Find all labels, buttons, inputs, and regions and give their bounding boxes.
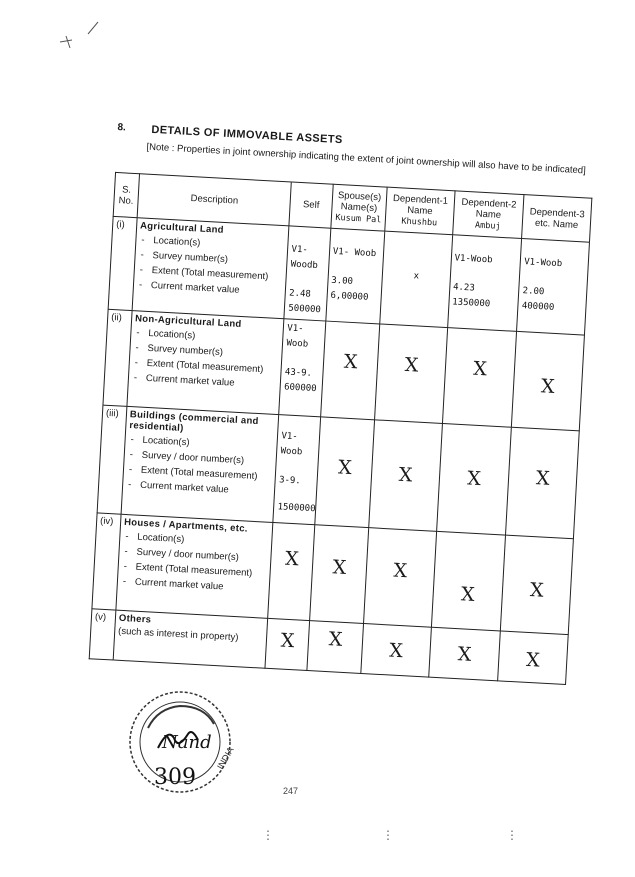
section-title: DETAILS OF IMMOVABLE ASSETS — [151, 123, 343, 147]
handwritten-value: 600000 — [283, 382, 317, 395]
cross-mark: X — [388, 639, 404, 663]
item-survey-number: - Survey / door number(s) — [127, 449, 273, 469]
row-title: Agricultural Land — [139, 220, 225, 236]
row-description — [132, 218, 289, 319]
cross-mark: X — [280, 629, 295, 653]
cell-dependent-1 — [380, 231, 452, 328]
header-sno: S. No. — [113, 172, 139, 217]
row-sno: (iv) — [92, 513, 121, 610]
item-survey-number: - Survey number(s) — [138, 249, 284, 269]
row-title: Buildings (commercial and residential) — [129, 409, 259, 434]
cell-dependent-1 — [369, 420, 442, 531]
cross-mark: X — [284, 547, 300, 571]
cell-dependent-3 — [501, 535, 574, 635]
section-number: 8. — [117, 121, 127, 134]
cross-mark: X — [529, 578, 545, 602]
item-location: - Location(s) — [139, 234, 285, 254]
cross-mark: X — [535, 467, 551, 490]
cell-self — [284, 226, 330, 321]
row-sno: (ii) — [103, 309, 132, 406]
row-title: Others — [118, 612, 152, 626]
row-description — [121, 406, 279, 522]
header-spouse-label: Spouse(s) Name(s) — [337, 190, 382, 215]
header-spouse — [331, 184, 388, 231]
handwritten-value: 3-9. — [278, 475, 301, 487]
cross-mark: X — [466, 467, 482, 491]
cell-dependent-3 — [498, 631, 568, 685]
cell-dependent-1 — [375, 324, 448, 424]
row-description — [113, 610, 268, 668]
cell-dependent-3 — [512, 331, 585, 431]
handwritten-value: 6,00000 — [330, 290, 369, 303]
cross-mark: X — [328, 628, 343, 651]
header-dependent-3: Dependent-3 etc. Name — [522, 195, 592, 243]
seal-text: INDIA — [215, 745, 236, 771]
cell-dependent-1 — [364, 528, 437, 628]
header-dependent-2 — [452, 191, 524, 239]
item-survey-number: - Survey number(s) — [133, 342, 279, 362]
row-description — [116, 514, 273, 618]
cell-self — [268, 522, 315, 620]
handwritten-value: 2.48 — [288, 288, 312, 300]
row-title: Houses / Apartments, etc. — [123, 516, 249, 535]
cell-dependent-2 — [428, 627, 500, 681]
cross-mark: X — [337, 456, 353, 480]
header-dependent-1-handwritten: Khushbu — [401, 216, 438, 229]
cross-mark: X — [398, 463, 413, 487]
row-subtitle: (such as interest in property) — [117, 625, 239, 644]
section-note: [Note : Properties in joint ownership indicating the extent of joint ownership will also have to be indicated] — [146, 141, 587, 177]
handwritten-value: V1-Woob — [286, 323, 309, 350]
scan-artifact: ⋮ — [382, 828, 394, 842]
handwritten-value: 4.23 — [452, 282, 475, 294]
cell-self — [273, 415, 320, 525]
cross-mark: X — [460, 583, 476, 606]
scan-artifact: ⋮ — [506, 828, 518, 842]
item-market-value: - Current market value — [121, 576, 267, 596]
assets-section — [88, 118, 598, 703]
cell-spouse — [320, 321, 380, 420]
row-sno: (v) — [89, 609, 116, 660]
cross-mark: X — [343, 350, 358, 374]
item-location: - Location(s) — [128, 434, 274, 454]
handwritten-value: V1- Woob — [332, 246, 377, 260]
cell-dependent-2 — [447, 235, 522, 332]
item-market-value: - Current market value — [126, 479, 272, 499]
cell-self — [279, 319, 326, 417]
item-extent: - Extent (Total measurement) — [132, 357, 278, 377]
handwritten-value: V1- Woodb — [290, 244, 319, 272]
cross-mark: X — [332, 556, 347, 579]
cross-mark: X — [404, 353, 419, 377]
row-title: Non-Agricultural Land — [134, 313, 242, 330]
header-dependent-1-label: Dependent-1 Name — [392, 193, 449, 218]
seal-number: 309 — [154, 765, 196, 790]
page-number: 247 — [283, 786, 299, 796]
handwritten-value: 400000 — [521, 301, 555, 313]
cell-spouse — [307, 621, 364, 674]
cell-self — [265, 618, 309, 670]
item-extent: - Extent (Total measurement) — [121, 561, 267, 581]
header-dependent-2-handwritten: Ambuj — [474, 220, 501, 232]
header-description: Description — [137, 174, 292, 226]
cell-spouse — [326, 228, 385, 324]
cross-mark: X — [540, 375, 556, 398]
item-market-value: - Current market value — [132, 372, 278, 392]
handwritten-value: 2.00 — [522, 286, 545, 298]
row-sno: (iii) — [97, 405, 127, 514]
cell-dependent-2 — [442, 328, 517, 428]
cell-spouse — [309, 525, 369, 624]
immovable-assets-table — [89, 172, 593, 685]
row-sno: (i) — [108, 216, 137, 310]
item-location: - Location(s) — [134, 327, 280, 347]
cell-spouse — [315, 417, 375, 528]
cross-mark: X — [457, 643, 472, 666]
handwritten-value: 43-9. — [284, 367, 313, 379]
corner-scribble — [58, 20, 108, 60]
official-seal-stamp — [118, 688, 248, 800]
header-dependent-1 — [385, 187, 455, 235]
seal-signature: Nand — [162, 732, 212, 753]
handwritten-value: 3.00 — [331, 275, 354, 287]
header-spouse-handwritten: Kusum Pal — [335, 212, 382, 226]
row-description — [127, 311, 284, 415]
cross-mark: X — [525, 648, 541, 672]
handwritten-value: x — [413, 271, 420, 282]
handwritten-value: 500000 — [288, 303, 322, 316]
handwritten-value: V1-Woob — [454, 253, 493, 266]
item-extent: - Extent (Total measurement) — [127, 464, 273, 484]
scan-artifact: ⋮ — [262, 828, 274, 842]
cell-dependent-3 — [506, 427, 579, 538]
cross-mark: X — [472, 357, 488, 381]
handwritten-value: 1350000 — [451, 297, 491, 310]
item-extent: - Extent (Total measurement) — [137, 264, 283, 284]
item-market-value: - Current market value — [137, 279, 283, 299]
header-self: Self — [289, 182, 333, 228]
cross-mark: X — [393, 559, 408, 583]
cell-dependent-2 — [431, 531, 506, 631]
header-dependent-2-label: Dependent-2 Name — [461, 196, 517, 221]
cell-dependent-3 — [517, 239, 590, 336]
handwritten-value: V1-Woob — [280, 431, 303, 458]
item-survey-number: - Survey / door number(s) — [122, 546, 268, 566]
handwritten-value: V1-Woob — [523, 257, 563, 270]
handwritten-value: 1500000 — [277, 502, 316, 515]
item-location: - Location(s) — [123, 531, 269, 551]
cell-dependent-2 — [436, 423, 511, 535]
cell-dependent-1 — [361, 624, 431, 678]
